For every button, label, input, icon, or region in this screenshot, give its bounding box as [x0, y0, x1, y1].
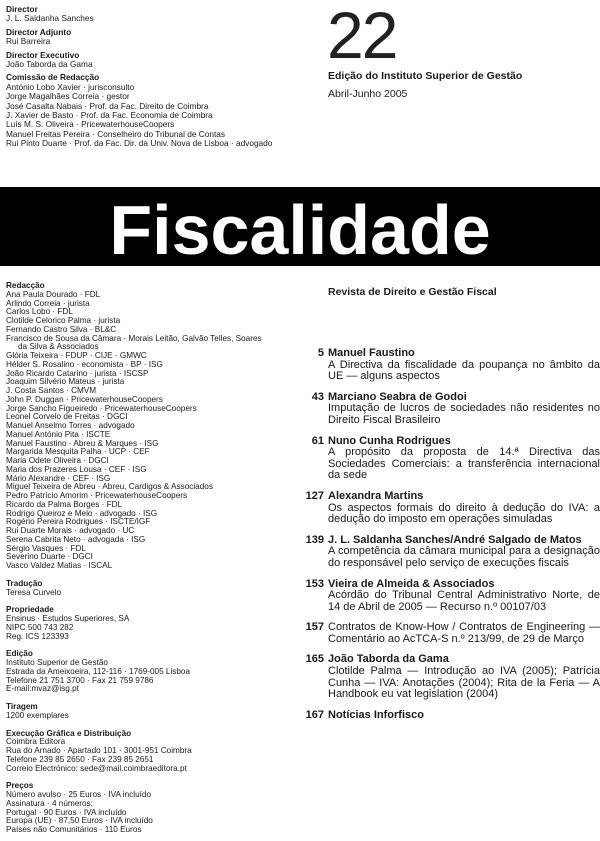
edicao-line: Telefone 21 751 3700 · Fax 21 759 9786 [6, 675, 154, 685]
redaccao-member: Maria dos Prazeres Lousa · CEF · ISG [6, 464, 147, 474]
redaccao-member: Mário Alexandre · CEF · ISG [6, 473, 111, 483]
comissao-label: Comissão de Redacção [6, 72, 100, 83]
propriedade-label: Propriedade [6, 605, 54, 615]
precos-line: Número avulso · 25 Euros · IVA incluído [6, 790, 152, 799]
comissao-member: António Lobo Xavier · jurisconsulto [6, 81, 135, 92]
redaccao-member: Ricardo da Palma Borges · FDL [6, 499, 123, 509]
adjunto-name: Rui Barreira [6, 36, 51, 47]
redaccao-member: Vasco Valdez Matias · ISCAL [6, 561, 113, 570]
precos-line: Países não Comunitários · 110 Euros [6, 825, 142, 834]
credits-column [6, 282, 306, 835]
toc-page: 43 [311, 390, 324, 403]
redaccao-member: Rui Duarte Morais · advogado · UC [6, 526, 135, 535]
traducao-line: Teresa Curvelo [6, 587, 62, 597]
toc-author: Manuel Faustino [328, 347, 415, 359]
toc-page: 5 [317, 347, 324, 359]
precos-line: Europa (UE) · 87,50 Euros · IVA incluído [6, 816, 153, 826]
toc-entry [312, 436, 600, 482]
director-name: J. L. Saldanha Sanches [6, 13, 94, 24]
toc-entry [312, 348, 600, 383]
redaccao-member: John P. Duggan · PricewaterhouseCoopers [6, 394, 163, 404]
edicao-label: Edição [6, 649, 33, 659]
staff-block [6, 5, 306, 153]
precos-line: Assinatura · 4 números: [6, 798, 93, 808]
toc-desc: Acórdão do Tribunal Central Administrativo Norte, de 14 de Abril de 2005 — Recurso n.º 00107/03 [328, 589, 600, 613]
issue-period: Abril-Junho 2005 [328, 88, 408, 100]
toc-entry [305, 489, 600, 526]
redaccao-member: Rogério Pereira Rodrigues · ISCTE/IGF [6, 517, 151, 527]
director-group [6, 5, 306, 24]
redaccao-member: Francisco de Sousa da Câmara · Morais Leitão, Galvão Telles, Soares [6, 333, 262, 343]
toc-desc: Imputação de lucros de sociedades não residentes no Direito Fiscal Brasileiro [328, 402, 600, 426]
execucao-email: Correio Electrónico: sede@mail.coimbraeditora.pt [6, 763, 187, 773]
redaccao-member: Maria Odete Oliveira · DGCI [6, 456, 109, 465]
toc-page: 127 [305, 489, 324, 502]
toc-desc: Os aspectos formais do direito à dedução do IVA: a dedução do imposto em operações simuladas [328, 501, 600, 526]
toc-entry [305, 577, 600, 614]
redaccao-member: Arlindo Correia · jurista [6, 298, 90, 308]
toc-author: Nuno Cunha Rodrigues [328, 434, 451, 447]
toc-desc: A Directiva da fiscalidade da poupança no âmbito da UE — alguns aspectos [328, 358, 600, 383]
toc-entry [305, 533, 600, 570]
brand-title: Fiscalidade [109, 191, 491, 269]
redaccao-member: Leonel Corvelo de Freitas · DGCI [6, 412, 128, 422]
table-of-contents [305, 347, 600, 730]
toc-desc: Clotilde Palma — Introdução ao IVA (2005); Patrícia Cunha — IVA: Anotações (2004); Rita de la Feria — A Handbook eu vat legislation (2004) [328, 665, 600, 701]
executivo-label: Director Executivo [6, 49, 80, 60]
toc-author: Vieira de Almeida & Associados [328, 577, 495, 590]
redaccao-member: J. Costa Santos · CMVM [6, 386, 97, 395]
toc-page: 139 [305, 533, 324, 546]
propriedade-line: NIPC 500 743 282 [6, 622, 74, 632]
comissao-member: J. Xavier de Basto · Prof. da Fac. Economia de Coimbra [6, 110, 213, 121]
redaccao-member: Fernando Castro Silva · BL&C [6, 324, 117, 334]
toc-author: Alexandra Martins [328, 489, 424, 502]
director-label: Director [6, 4, 38, 14]
toc-page: 165 [305, 653, 324, 666]
redaccao-member: João Ricardo Catarino · jurista · ISCSP [6, 368, 149, 378]
toc-page: 153 [305, 577, 324, 590]
redaccao-member: Ana Paula Dourado · FDL [6, 289, 101, 299]
toc-entry [312, 392, 600, 427]
precos-line: Portugal · 90 Euros · IVA incluído [6, 807, 127, 817]
adjunto-label: Director Adjunto [6, 26, 72, 37]
publisher: Edição do Instituto Superior de Gestão [328, 70, 523, 82]
execucao-line: Coimbra Editora [6, 737, 66, 747]
propriedade-line: Ensinus · Estudos Superiores, SA [6, 614, 130, 623]
redaccao-member: Manuel Anselmo Torres · advogado [6, 421, 135, 430]
edicao-email: E-mail:mvaz@isg.pt [6, 684, 79, 694]
edicao-line: Instituto Superior de Gestão [6, 658, 108, 667]
toc-desc: Contratos de Know-How / Contratos de Engineering — Comentário ao AcTCA-S n.º 213/99, de 29 de Março [328, 621, 600, 645]
traducao-label: Tradução [6, 578, 43, 588]
toc-author: João Taborda da Gama [328, 653, 449, 666]
redaccao-member: Rodrigo Queiroz e Melo · advogado · ISG [6, 508, 158, 518]
execucao-line: Telefone 239 85 2650 · Fax 239 85 2651 [6, 754, 154, 764]
edicao-line: Estrada da Ameixoeira, 112-116 · 1769-005 Lisboa [6, 666, 191, 676]
redaccao-member: Jorge Sancho Figueiredo · PricewaterhouseCoopers [6, 403, 197, 413]
toc-author: Notícias Inforfisco [328, 708, 424, 721]
execucao-label: Execução Gráfica e Distribuição [6, 728, 132, 738]
redaccao-member: Glória Teixeira · FDUP · CIJE · GMWC [6, 351, 147, 360]
toc-author: J. L. Saldanha Sanches/André Salgado de Matos [328, 533, 582, 546]
redaccao-member: Hélder S. Rosalino · economista · BP · ISG [6, 359, 163, 369]
redaccao-member: Miguel Teixeira de Abreu · Abreu, Cardigos & Associados [6, 482, 213, 492]
redaccao-member: Carlos Lobo · FDL [6, 307, 73, 317]
toc-entry [305, 708, 600, 722]
adjunto-group [6, 28, 306, 47]
toc-desc: A competência da câmara municipal para a designação do responsável pelo serviço de execuções fiscais [328, 545, 600, 569]
toc-entry [305, 621, 600, 645]
redaccao-member: Sérgio Vasques · FDL [6, 543, 86, 553]
executivo-name: João Taborda da Gama [6, 59, 93, 70]
comissao-member: Rui Pinto Duarte · Prof. da Fac. Dir. da Univ. Nova de Lisboa · advogado [6, 138, 273, 149]
redaccao-member: Margarida Mesquita Palha · UCP · CEF [6, 447, 150, 457]
redaccao-member: Pedro Patrício Amorim · PricewaterhouseCoopers [6, 491, 188, 500]
redaccao-member: Manuel Faustino · Abreu & Marques · ISG [6, 438, 159, 448]
redaccao-member: da Silva & Associados [18, 342, 99, 352]
brand-subtitle: Revista de Direito e Gestão Fiscal [328, 286, 497, 298]
toc-page: 61 [311, 434, 324, 447]
toc-desc: A propósito da proposta de 14.ª Directiva das Sociedades Comerciais: a transferência internacional da sede [328, 446, 600, 482]
executivo-group [6, 51, 306, 70]
propriedade-line: Reg. ICS 123393 [6, 631, 69, 641]
comissao-member: Manuel Freitas Pereira · Conselheiro do Tribunal de Contas [6, 128, 226, 139]
redaccao-member: Manuel António Pita · ISCTE [6, 429, 111, 439]
tiragem-label: Tiragem [6, 702, 38, 711]
issue-number: 22 [327, 0, 397, 72]
comissao-member: Luís M. S. Oliveira · PricewaterhouseCoopers [6, 119, 175, 130]
redaccao-member: Serena Cabrita Neto · advogada · ISG [6, 534, 146, 544]
toc-entry [305, 653, 600, 701]
toc-page: 157 [305, 621, 324, 634]
toc-author: Marciano Seabra de Godoi [328, 390, 467, 403]
comissao-member: Jorge Magalhães Correia · gestor [6, 91, 130, 102]
redaccao-label: Redacção [6, 281, 45, 290]
comissao-member: José Casalta Nabais · Prof. da Fac. Direito de Coimbra [6, 100, 209, 111]
redaccao-member: Severino Duarte · DGCI [6, 552, 93, 562]
redaccao-member: Joaquim Silvério Mateus · jurista [6, 377, 125, 387]
execucao-line: Rua do Arnado · Apartado 101 · 3001-951 Coimbra [6, 746, 192, 755]
precos-label: Preços [6, 781, 34, 791]
toc-page: 167 [305, 708, 324, 721]
comissao-group [6, 73, 306, 148]
tiragem-line: 1200 exemplares [6, 710, 69, 720]
redaccao-member: Clotilde Celorico Palma · jurista [6, 316, 121, 325]
